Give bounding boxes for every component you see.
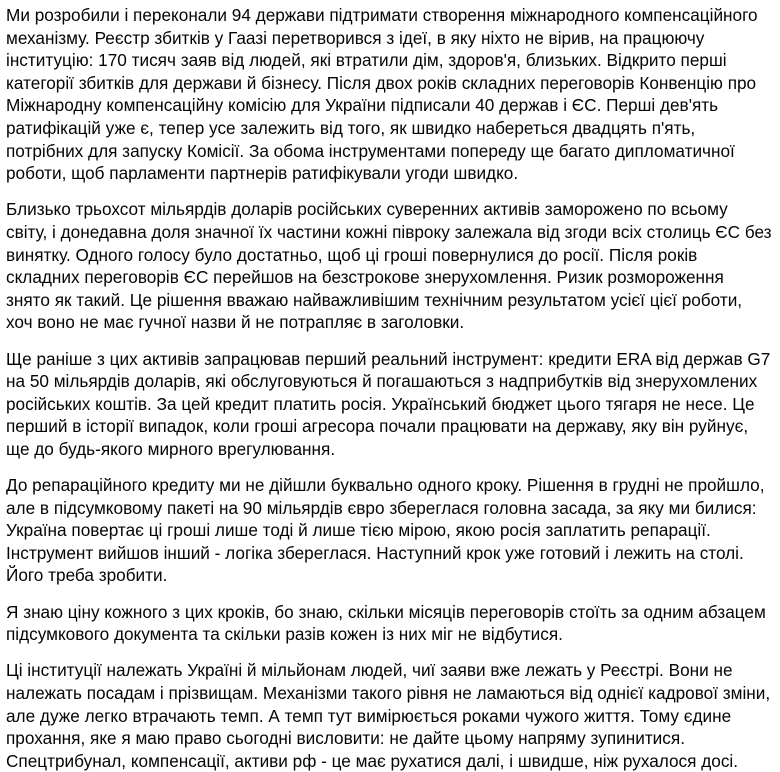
paragraph-reparations-loan: До репараційного кредиту ми не дійшли буквально одного кроку. Рішення в грудні не пройшло, але в підсумковому пакеті на 90 мільярдів євро збереглася головна засада, за яку ми билися: Україна повертає ці гроші лише тоді й лише тією мірою, якою росія заплатить репарації. Інструмент вийшов інший - логіка збереглася. Наступний крок уже готовий і лежить на столі. Його треба зробити. <box>6 475 765 586</box>
paragraph-institutions: Ці інституції належать Україні й мільйонам людей, чиї заяви вже лежать у Реєстрі. Вони не належать посадам і прізвищам. Механізми такого рівня не ламаються від однієї кадрової зміни, але дуже легко втрачають темп. А темп тут вимірюється роками чужого життя. Тому єдине прохання, яке я маю право сьогодні висловити: не дайте цьому напряму зупинитися. Спецтрибунал, компенсації, активи рф - це має рухатися далі, і швидше, ніж рухалося досі. <box>6 660 771 771</box>
paragraph-frozen-assets: Близько трьохсот мільярдів доларів російських суверенних активів заморожено по всьому світу, і донедавна доля значної їх частини кожні півроку залежала від згоди всіх столиць ЄС без винятку. Одного голосу було достатньо, щоб ці гроші повернулися до росії. Після років складних переговорів ЄС перейшов на безстрокове знерухомлення. Ризик розмороження знято як такий. Це рішення вважаю найважливішим технічним результатом усієї цієї роботи, хоч воно не має гучної назви й не потрапляє в заголовки. <box>6 199 772 333</box>
paragraph-compensation-mechanism: Ми розробили і переконали 94 держави підтримати створення міжнародного компенсаційного механізму. Реєстр збитків у Гаазі перетворився з ідеї, в яку ніхто не вірив, на працюючу інституцію: 170 тисяч заяв від людей, які втратили дім, здоров'я, близьких. Відкрито перші категорії збитків для держави й бізнесу. Після двох років складних переговорів Конвенцію про Міжнародну компенсаційну комісію для України підписали 40 держав і ЄС. Перші дев'ять ратифікацій уже є, тепер усе залежить від того, як швидко набереться двадцять п'ять, потрібних для запуску Комісії. За обома інструментами попереду ще багато дипломатичної роботи, щоб парламенти партнерів ратифікували угоди швидко. <box>6 5 758 184</box>
paragraph-cost-of-steps: Я знаю ціну кожного з цих кроків, бо знаю, скільки місяців переговорів стоїть за одним абзацем підсумкового документа та скільки разів кожен із них міг не відбутися. <box>6 601 766 645</box>
paragraph-era-loans: Ще раніше з цих активів запрацював перший реальний інструмент: кредити ERA від держав G7 на 50 мільярдів доларів, які обслуговуються й погашаються з надприбутків від знерухомлених російських коштів. За цей кредит платить росія. Український бюджет цього тягаря не несе. Це перший в історії випадок, коли гроші агресора почали працювати на державу, яку він руйнує, ще до будь-якого мирного врегулювання. <box>6 348 771 459</box>
